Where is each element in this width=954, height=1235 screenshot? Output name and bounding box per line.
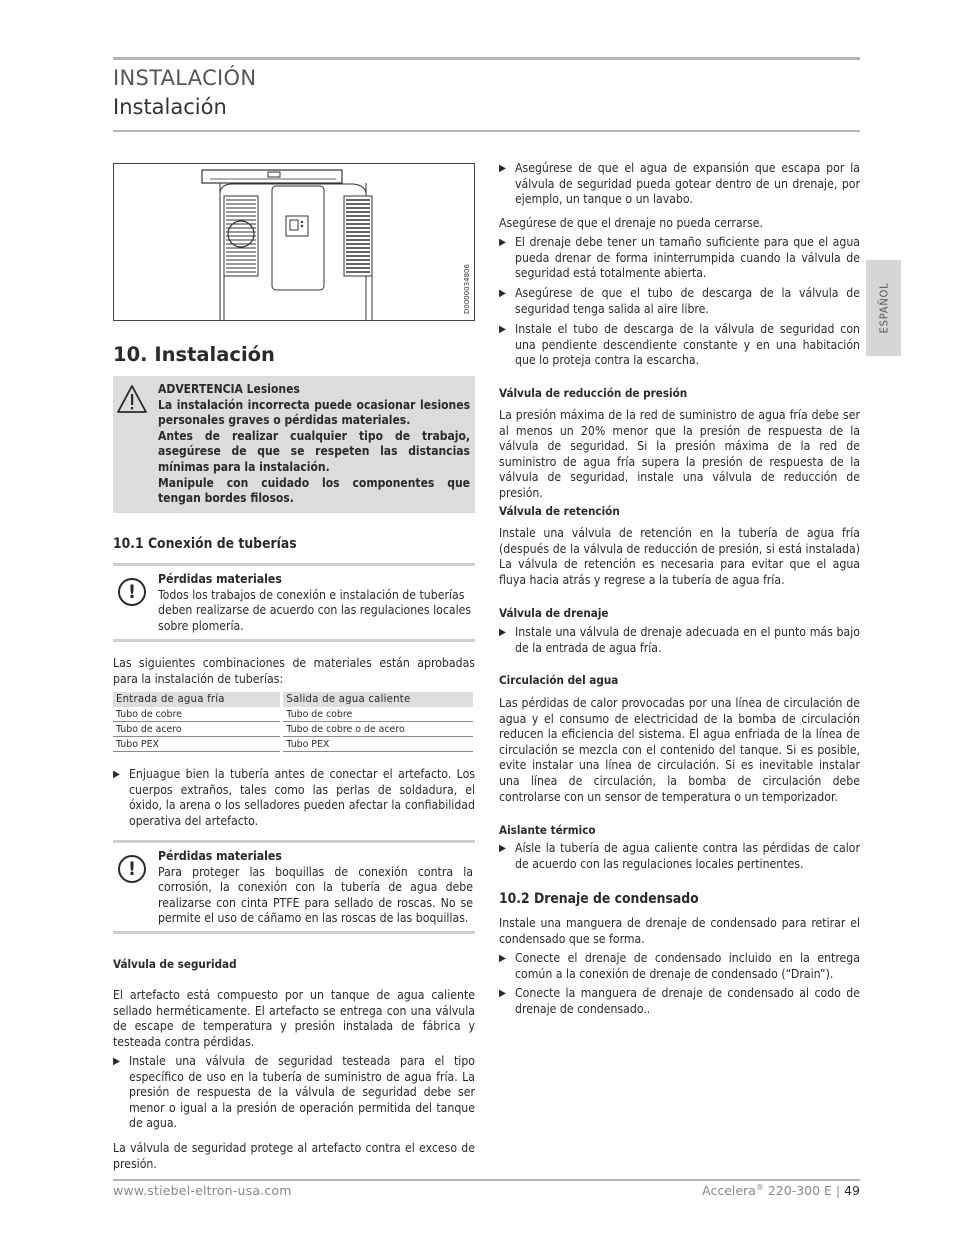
warning-paragraph: La instalación incorrecta puede ocasionar lesiones personales graves o pérdidas materiales. bbox=[158, 397, 470, 428]
table-header: Entrada de agua fría bbox=[113, 692, 282, 707]
paragraph: Instale una válvula de retención en la tubería de agua fría (después de la válvula de reducción de presión, si está instalada) La válvula de retención es necesaria para evitar que el agua fluya hacia atrás y regrese a la tubería de agua fría. bbox=[499, 526, 860, 587]
section-heading-upper: INSTALACIÓN bbox=[113, 66, 257, 90]
table-header: Salida de agua caliente bbox=[282, 692, 473, 707]
warning-text bbox=[158, 382, 470, 507]
footer-rule bbox=[113, 1179, 860, 1181]
materials-table bbox=[113, 692, 473, 752]
exclamation-circle-icon: ! bbox=[118, 855, 146, 883]
bullet-text: Instale una válvula de seguridad testeada para el tipo específico de uso en la tubería de suministro de agua fría. La presión de respuesta de la válvula de seguridad debe ser menor o igual a la presión de operación permitida del tanque de agua. bbox=[129, 1054, 475, 1131]
notice-top-rule bbox=[113, 840, 475, 843]
bullet-triangle-icon: ▶ bbox=[499, 843, 506, 854]
exclamation-circle-icon: ! bbox=[118, 578, 146, 606]
bullet-text: Instale el tubo de descarga de la válvula de seguridad con una pendiente descendiente constante y en una habitación que lo proteja contra la escarcha. bbox=[515, 322, 860, 368]
bullet-text: Enjuague bien la tubería antes de conectar el artefacto. Los cuerpos extraños, tales como las perlas de soldadura, el óxido, la arena o los selladores pueden afectar la confiabilidad operativa del artefacto. bbox=[129, 767, 475, 828]
bullet-triangle-icon: ▶ bbox=[113, 1056, 120, 1067]
paragraph: Las pérdidas de calor provocadas por una línea de circulación de agua y el consumo de electricidad de la bomba de circulación reducen la eficiencia del sistema. El agua enfriada de la línea de circulación se mezcla con el contenido del tanque. Si es posible, evite instalar una línea de circulación. Si es inevitable instalar una línea de circulación, la bomba de circulación debe controlarse con un sensor de temperatura o un temporizador. bbox=[499, 696, 860, 804]
header-bottom-rule bbox=[113, 130, 860, 132]
subheading-safety-valve: Válvula de seguridad bbox=[113, 957, 237, 971]
table-cell: Tubo PEX bbox=[113, 737, 282, 752]
section-heading-10-2: 10.2 Drenaje de condensado bbox=[499, 891, 699, 907]
bullet-text: Instale una válvula de drenaje adecuada en el punto más bajo de la entrada de agua fría. bbox=[515, 625, 860, 655]
bullet-triangle-icon: ▶ bbox=[499, 288, 506, 299]
table-cell: Tubo PEX bbox=[282, 737, 473, 752]
bullet-text: Conecte la manguera de drenaje de condensado al codo de drenaje de condensado.. bbox=[515, 986, 860, 1016]
bullet-triangle-icon: ▶ bbox=[499, 163, 506, 174]
footer-model: 220-300 E | bbox=[763, 1183, 845, 1199]
notice-title: Pérdidas materiales bbox=[158, 849, 282, 863]
paragraph: Asegúrese de que el drenaje no pueda cerrarse. bbox=[499, 216, 764, 230]
page-number: 49 bbox=[844, 1183, 860, 1199]
subheading-pressure-reducing-valve: Válvula de reducción de presión bbox=[499, 386, 688, 400]
footer-website: www.stiebel-eltron-usa.com bbox=[113, 1183, 292, 1198]
table-cell: Tubo de cobre bbox=[282, 707, 473, 722]
table-row bbox=[113, 722, 473, 737]
bullet-item bbox=[499, 986, 860, 1017]
heat-pump-water-heater-illustration bbox=[114, 164, 474, 320]
table-row bbox=[113, 707, 473, 722]
notice-material-losses bbox=[158, 572, 473, 634]
subheading-water-circulation: Circulación del agua bbox=[499, 673, 619, 687]
footer-product-name: Accelera bbox=[702, 1183, 756, 1199]
subheading-thermal-insulation: Aislante térmico bbox=[499, 823, 596, 837]
paragraph: El artefacto está compuesto por un tanque de agua caliente sellado herméticamente. El artefacto se entrega con una válvula de escape de temperatura y presión instalada de fábrica y testeada contra pérdidas. bbox=[113, 988, 475, 1049]
bullet-text: El drenaje debe tener un tamaño suficiente para que el agua pueda drenar de forma ininterrumpida cuando la válvula de seguridad está totalmente abierta. bbox=[515, 235, 860, 281]
bullet-item bbox=[499, 235, 860, 282]
bullet-triangle-icon: ▶ bbox=[499, 988, 506, 999]
bullet-triangle-icon: ▶ bbox=[499, 953, 506, 964]
bullet-item bbox=[499, 625, 860, 656]
notice-material-losses bbox=[158, 849, 473, 927]
table-cell: Tubo de cobre bbox=[113, 707, 282, 722]
table-header-row bbox=[113, 692, 473, 707]
bullet-triangle-icon: ▶ bbox=[499, 627, 506, 638]
subheading-drain-valve: Válvula de drenaje bbox=[499, 606, 609, 620]
paragraph: Instale una manguera de drenaje de condensado para retirar el condensado que se forma. bbox=[499, 916, 860, 946]
bullet-item bbox=[499, 322, 860, 369]
bullet-triangle-icon: ▶ bbox=[499, 237, 506, 248]
notice-bottom-rule bbox=[113, 931, 475, 934]
table-cell: Tubo de acero bbox=[113, 722, 282, 737]
bullet-item bbox=[499, 951, 860, 982]
footer-registered-mark: ® bbox=[755, 1183, 764, 1192]
notice-title: Pérdidas materiales bbox=[158, 572, 282, 586]
materials-intro: Las siguientes combinaciones de materiales están aprobadas para la instalación de tuberías: bbox=[113, 656, 475, 686]
section-heading: Instalación bbox=[113, 95, 227, 119]
warning-title: ADVERTENCIA Lesiones bbox=[158, 382, 300, 396]
bullet-triangle-icon: ▶ bbox=[499, 324, 506, 335]
bullet-text: Asegúrese de que el agua de expansión que escapa por la válvula de seguridad pueda gotear dentro de un drenaje, por ejemplo, un tanque o un lavabo. bbox=[515, 161, 860, 207]
paragraph: La válvula de seguridad protege al artefacto contra el exceso de presión. bbox=[113, 1141, 475, 1171]
notice-body: Todos los trabajos de conexión e instalación de tuberías deben realizarse de acuerdo con las regulaciones locales sobre plomería. bbox=[158, 587, 472, 633]
notice-top-rule bbox=[113, 563, 475, 566]
section-heading-10-1: 10.1 Conexión de tuberías bbox=[113, 536, 297, 552]
warning-paragraph: Antes de realizar cualquier tipo de trabajo, asegúrese de que se respeten las distancias mínimas para la instalación. bbox=[158, 428, 470, 474]
chapter-heading: 10. Instalación bbox=[113, 343, 275, 366]
table-row bbox=[113, 737, 473, 752]
warning-paragraph: Manipule con cuidado los componentes que tengan bordes filosos. bbox=[158, 475, 470, 506]
bullet-item bbox=[499, 161, 860, 208]
language-tab-label: ESPAÑOL bbox=[877, 282, 890, 334]
bullet-text: Conecte el drenaje de condensado incluido en la entrega común a la conexión de drenaje de condensado (“Drain”). bbox=[515, 951, 860, 981]
language-tab bbox=[866, 260, 901, 356]
warning-triangle-icon bbox=[116, 384, 148, 414]
subheading-check-valve: Válvula de retención bbox=[499, 504, 620, 518]
bullet-item bbox=[113, 1054, 475, 1132]
bullet-text: Asegúrese de que el tubo de descarga de la válvula de seguridad tenga salida al aire libre. bbox=[515, 286, 860, 316]
installation-figure bbox=[113, 163, 475, 321]
bullet-item bbox=[499, 841, 860, 872]
bullet-item bbox=[113, 767, 475, 829]
table-cell: Tubo de cobre o de acero bbox=[282, 722, 473, 737]
notice-bottom-rule bbox=[113, 639, 475, 642]
bullet-item bbox=[499, 286, 860, 317]
notice-body: Para proteger las boquillas de conexión contra la corrosión, la conexión con la tubería de agua debe realizarse con cinta PTFE para sellado de roscas. No se permite el uso de cáñamo en las roscas de las boquillas. bbox=[158, 864, 473, 926]
paragraph: La presión máxima de la red de suministro de agua fría debe ser al menos un 20% menor que la presión de respuesta de la válvula de seguridad. Si la presión máxima de la red de suministro de agua fría supera la presión de respuesta de la válvula de seguridad, instale una válvula de reducción de presión. bbox=[499, 408, 860, 500]
header-top-rule bbox=[113, 57, 860, 60]
footer-product bbox=[688, 1183, 860, 1198]
figure-code: D0000034806 bbox=[463, 264, 471, 314]
bullet-triangle-icon: ▶ bbox=[113, 769, 120, 780]
bullet-text: Aísle la tubería de agua caliente contra las pérdidas de calor de acuerdo con las regulaciones locales pertinentes. bbox=[515, 841, 860, 871]
